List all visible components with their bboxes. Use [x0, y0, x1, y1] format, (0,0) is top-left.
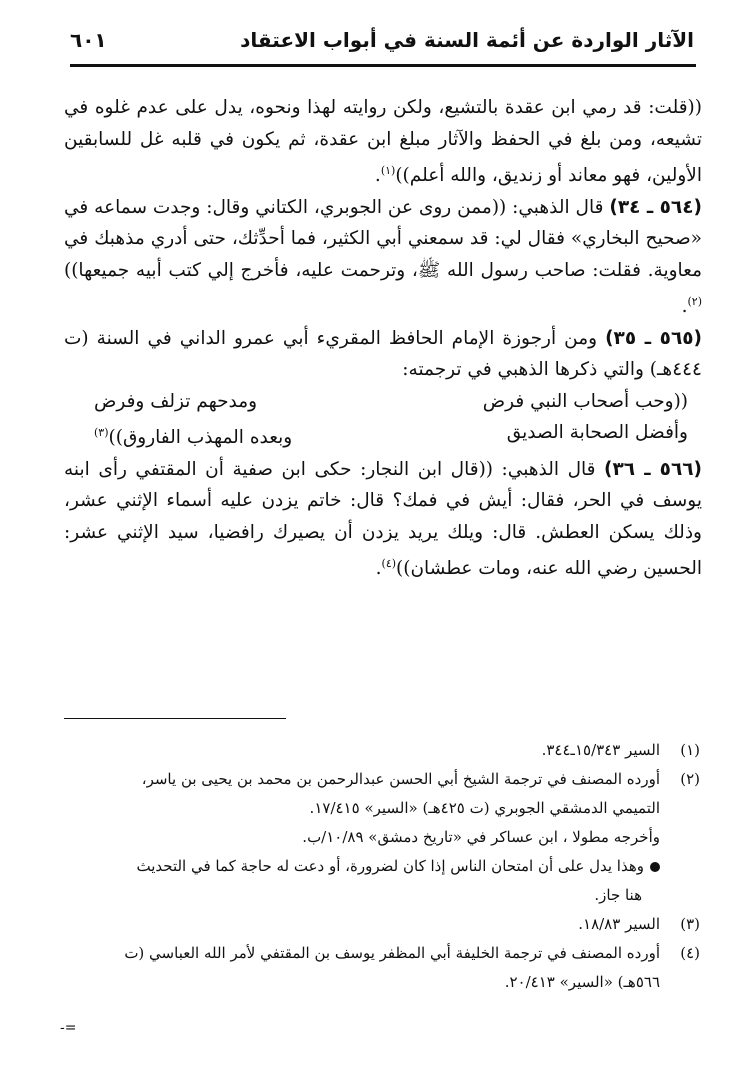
footnote-number: (١) — [680, 741, 700, 759]
poem-verse — [64, 417, 702, 454]
entry-number: (٥٦٦ ـ ٣٦) — [604, 458, 702, 480]
footnote-ref: (١) — [380, 164, 396, 177]
paragraph-entry-564: (٥٦٤ ـ ٣٤) قال الذهبي: ((ممن روى عن الجوبري، الكتاني وقال: وجدت سماعه في «صحيح البخاري» فقال لي: قد سمعني أبي الكثير، فما أحدِّثك، حتى أدري مذهبك في معاوية. فقلت: صاحب رسول الله ﷺ، وترحمت عليه، فأخرج إلي كتب أبيه جميعها))$^{(٢)}$. — [64, 196, 702, 318]
bullet-icon — [650, 862, 660, 872]
footnote-2-line: وأخرجه مطولا ، ابن عساكر في «تاريخ دمشق» ١٠/٨٩/ب. — [302, 828, 660, 846]
footnote-number: (٤) — [680, 944, 700, 962]
footnote-number: (٣) — [680, 915, 700, 933]
footnote-2-line: هنا جاز. — [594, 886, 642, 904]
hemistich-left: ومدحهم تزلف وفرض — [94, 390, 258, 412]
footnote-2-line: التميمي الدمشقي الجوبري (ت ٤٢٥هـ) «السير» ١٧/٤١٥. — [309, 799, 660, 817]
poem-verse — [64, 386, 702, 418]
main-text — [64, 92, 702, 585]
entry-number: (٥٦٤ ـ ٣٤) — [609, 196, 702, 218]
page-marks: -= — [60, 1020, 77, 1036]
footnote-separator — [64, 718, 286, 719]
footnotes — [70, 736, 700, 997]
poem — [64, 386, 702, 454]
footnote-1: (١) السير ١٥/٣٤٣ـ٣٤٤. — [70, 736, 700, 765]
paragraph-comment: ((قلت: قد رمي ابن عقدة بالتشيع، ولكن روايته لهذا ونحوه، يدل على عدم غلوه في تشيعه، ومن بلغ في الحفظ والآثار مبلغ ابن عقدة، ثم يكون في قلبه غل للسابقين الأولين، فهو معاند أو زنديق، والله أعلم))$^{(١)}$. — [64, 97, 702, 187]
footnote-4: (٤) أورده المصنف في ترجمة الخليفة أبي المظفر يوسف بن المقتفي لأمر الله العباسي (ت — [70, 939, 700, 968]
footnote-ref: (٣) — [94, 426, 109, 440]
footnote-2: (٢) أورده المصنف في ترجمة الشيخ أبي الحسن عبدالرحمن بن محمد بن يحيى بن ياسر، — [70, 765, 700, 794]
entry-number: (٥٦٥ ـ ٣٥) — [605, 327, 702, 349]
footnote-number: (٢) — [680, 770, 700, 788]
hemistich-right: وأفضل الصحابة الصديق — [506, 422, 688, 444]
footnote-ref: (٤) — [381, 557, 397, 571]
footnote-3: (٣) السير ١٨/٨٣. — [70, 910, 700, 939]
header-rule — [70, 64, 696, 67]
footnote-4-line: ٥٦٦هـ) «السير» ٢٠/٤١٣. — [504, 973, 660, 991]
hemistich-right: ((وحب أصحاب النبي فرض — [482, 390, 688, 412]
footnote-ref: (٢) — [687, 295, 702, 309]
hemistich-left: وبعده المهذب الفاروق))$^{(٣)}$ — [94, 426, 293, 449]
footnote-2-note: وهذا يدل على أن امتحان الناس إذا كان لضرورة، أو دعت له حاجة كما في التحديث — [70, 852, 700, 881]
paragraph-entry-565: (٥٦٥ ـ ٣٥) ومن أرجوزة الإمام الحافظ المقريء أبي عمرو الداني في السنة (ت ٤٤٤هـ) والتي ذكرها الذهبي في ترجمته: — [64, 327, 702, 381]
paragraph-entry-566: (٥٦٦ ـ ٣٦) قال الذهبي: ((قال ابن النجار: حكى ابن صفية أن المقتفي رأى ابنه يوسف في الحر، فقال: أيش في فمك؟ قال: خاتم يزدن عليه أسماء الإثني عشر، وذلك يسكن العطش. قال: ويلك يريد يزدن أن يصيرك رافضيا، سيد الإثني عشر: الحسين رضي الله عنه، ومات عطشان))$^{(٤)}$. — [64, 458, 702, 580]
running-title: الآثار الواردة عن أئمة السنة في أبواب الاعتقاد — [240, 28, 694, 52]
page-number: ٦٠١ — [70, 28, 107, 52]
page-header — [70, 24, 694, 60]
